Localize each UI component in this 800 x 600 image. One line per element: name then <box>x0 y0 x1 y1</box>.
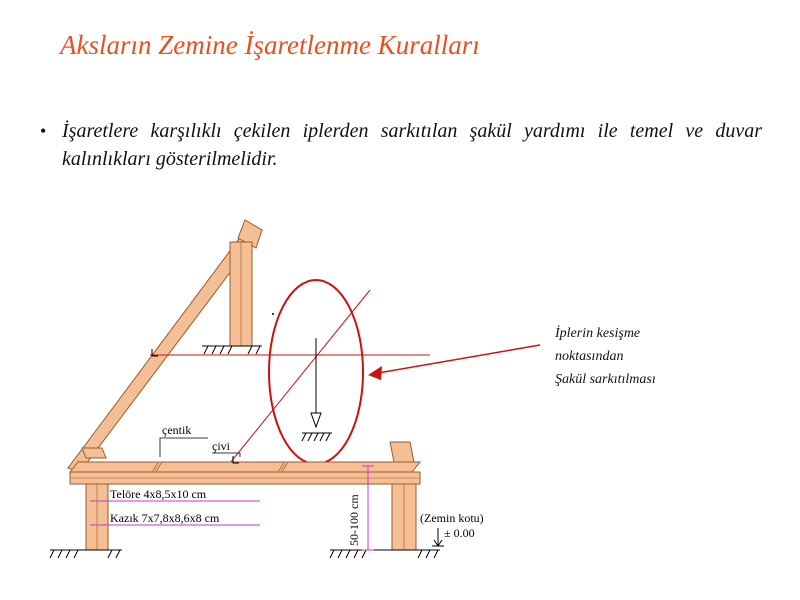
label-zemin-kotu: (Zemin kotu) <box>420 511 484 525</box>
bullet-text: İşaretlere karşılıklı çekilen iplerden sarkıtılan şakül yardımı ile temel ve duvar kalınlıkları gösterilmelidir. <box>62 120 762 170</box>
label-civi: çivi <box>212 439 230 453</box>
batter-board-figure <box>40 210 510 565</box>
bottom-ground-hatch-left <box>50 550 122 558</box>
annotation-line-3: Şakül sarkıtılması <box>555 372 656 387</box>
annotation-line-1: İplerin kesişme <box>555 326 641 341</box>
slide-title: Aksların Zemine İşaretlenme Kuralları <box>60 30 480 60</box>
bottom-ground-hatch-right <box>330 550 440 558</box>
label-centik: çentik <box>162 423 192 437</box>
plumb-ground-hatch <box>302 433 332 441</box>
label-height: 50-100 cm <box>347 494 361 546</box>
left-post-cap <box>82 448 106 458</box>
label-level: ± 0.00 <box>444 526 475 540</box>
bullet-icon: • <box>40 121 47 141</box>
level-marker <box>432 528 444 546</box>
batter-board-diagram <box>40 210 510 565</box>
ground-hatch <box>202 346 262 354</box>
label-kazik: Kazık 7x7,8x8,6x8 cm <box>110 511 220 525</box>
label-telore: Telöre 4x8,5x10 cm <box>110 487 207 501</box>
right-post-cap <box>390 442 414 462</box>
bullet-point <box>40 117 762 173</box>
plumb-bob <box>311 413 321 427</box>
annotation-text <box>555 322 656 391</box>
annotation-line-2: noktasından <box>555 349 624 364</box>
